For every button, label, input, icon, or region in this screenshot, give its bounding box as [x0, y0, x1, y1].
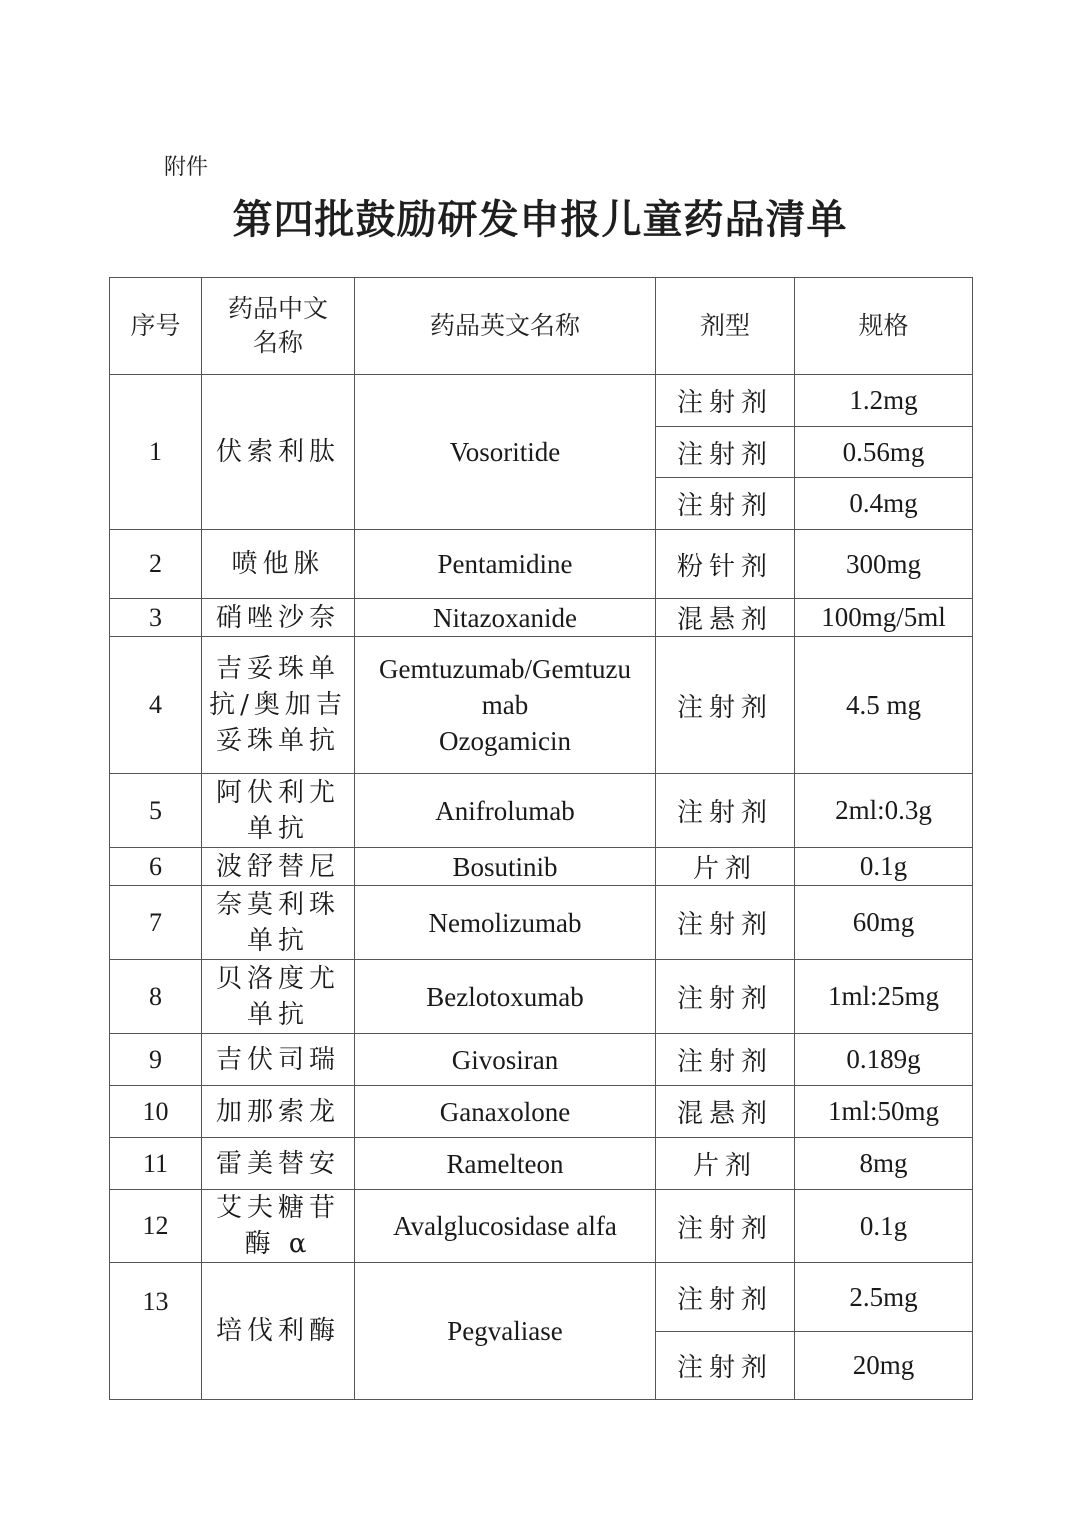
drug-list-table — [109, 277, 973, 1400]
col-header-cn-name-line1: 药品中文 — [227, 294, 328, 323]
row-spec: 20mg — [795, 1332, 973, 1400]
row-index: 11 — [110, 1138, 202, 1190]
row-spec: 1.2mg — [795, 375, 973, 427]
row-cn-name-line: 酶 α — [244, 1229, 312, 1259]
row-en-name: Bezlotoxumab — [355, 960, 656, 1034]
page-title: 第四批鼓励研发申报儿童药品清单 — [232, 197, 848, 243]
row-en-name: Avalglucosidase alfa — [355, 1190, 656, 1263]
col-header-form: 剂型 — [656, 278, 795, 375]
row-spec: 0.1g — [795, 1190, 973, 1263]
row-spec: 8mg — [795, 1138, 973, 1190]
row-index: 1 — [110, 375, 202, 530]
table-row — [110, 1190, 973, 1263]
row-index: 2 — [110, 530, 202, 599]
row-cn-name: 雷美替安 — [202, 1138, 355, 1190]
row-spec: 2.5mg — [795, 1263, 973, 1332]
table-row — [110, 1263, 973, 1332]
row-en-name — [355, 637, 656, 774]
row-form: 注射剂 — [656, 1034, 795, 1086]
row-cn-name — [202, 774, 355, 848]
row-index: 8 — [110, 960, 202, 1034]
row-index: 13 — [110, 1263, 202, 1400]
row-index: 9 — [110, 1034, 202, 1086]
row-spec: 4.5 mg — [795, 637, 973, 774]
row-spec: 2ml:0.3g — [795, 774, 973, 848]
row-cn-name: 喷他脒 — [202, 530, 355, 599]
row-cn-name-line: 单抗 — [246, 999, 309, 1030]
row-en-name: Bosutinib — [355, 848, 656, 886]
row-index: 10 — [110, 1086, 202, 1138]
table-row — [110, 1086, 973, 1138]
row-cn-name-line: 吉妥珠单 — [215, 654, 340, 684]
row-form: 注射剂 — [656, 1263, 795, 1332]
row-index: 7 — [110, 886, 202, 960]
row-en-name-line: Ozogamicin — [439, 726, 571, 756]
row-form: 混悬剂 — [656, 1086, 795, 1138]
row-spec: 0.1g — [795, 848, 973, 886]
row-form: 混悬剂 — [656, 599, 795, 637]
table-row — [110, 637, 973, 774]
table-row — [110, 848, 973, 886]
row-cn-name: 吉伏司瑞 — [202, 1034, 355, 1086]
row-form: 片剂 — [656, 848, 795, 886]
row-form: 注射剂 — [656, 637, 795, 774]
row-cn-name — [202, 886, 355, 960]
row-cn-name: 波舒替尼 — [202, 848, 355, 886]
row-form: 片剂 — [656, 1138, 795, 1190]
row-cn-name: 培伐利酶 — [202, 1263, 355, 1400]
row-en-name: Anifrolumab — [355, 774, 656, 848]
row-cn-name — [202, 1190, 355, 1263]
row-en-name: Pentamidine — [355, 530, 656, 599]
row-cn-name-line: 单抗 — [246, 925, 309, 956]
row-form: 注射剂 — [656, 886, 795, 960]
table-row — [110, 1138, 973, 1190]
row-form: 注射剂 — [656, 960, 795, 1034]
table-row — [110, 774, 973, 848]
row-cn-name: 加那索龙 — [202, 1086, 355, 1138]
row-spec: 0.189g — [795, 1034, 973, 1086]
row-index: 4 — [110, 637, 202, 774]
table-header-row — [110, 278, 973, 375]
row-index: 5 — [110, 774, 202, 848]
row-en-name: Nemolizumab — [355, 886, 656, 960]
row-cn-name — [202, 637, 355, 774]
row-spec: 60mg — [795, 886, 973, 960]
row-spec: 0.56mg — [795, 427, 973, 478]
col-header-cn-name-line2: 名称 — [252, 328, 303, 357]
row-en-name: Ramelteon — [355, 1138, 656, 1190]
row-index: 3 — [110, 599, 202, 637]
row-cn-name-line: 贝洛度尤 — [215, 963, 340, 994]
row-form: 注射剂 — [656, 1332, 795, 1400]
row-spec: 1ml:25mg — [795, 960, 973, 1034]
col-header-spec: 规格 — [795, 278, 973, 375]
row-form: 注射剂 — [656, 427, 795, 478]
col-header-index: 序号 — [110, 278, 202, 375]
row-cn-name-line: 单抗 — [246, 813, 309, 844]
col-header-en-name: 药品英文名称 — [355, 278, 656, 375]
row-form: 注射剂 — [656, 1190, 795, 1263]
table-row — [110, 375, 973, 427]
row-en-name: Givosiran — [355, 1034, 656, 1086]
row-form: 注射剂 — [656, 774, 795, 848]
row-spec: 300mg — [795, 530, 973, 599]
row-cn-name: 伏索利肽 — [202, 375, 355, 530]
row-index: 12 — [110, 1190, 202, 1263]
table-row — [110, 599, 973, 637]
row-cn-name-line: 奈莫利珠 — [215, 889, 340, 920]
row-spec: 1ml:50mg — [795, 1086, 973, 1138]
row-form: 粉针剂 — [656, 530, 795, 599]
row-cn-name-line: 阿伏利尤 — [215, 777, 340, 808]
row-en-name: Vosoritide — [355, 375, 656, 530]
row-index: 6 — [110, 848, 202, 886]
row-cn-name-line: 艾夫糖苷 — [215, 1193, 340, 1223]
row-cn-name: 硝唑沙奈 — [202, 599, 355, 637]
table-row — [110, 960, 973, 1034]
row-en-name: Nitazoxanide — [355, 599, 656, 637]
table-row — [110, 1034, 973, 1086]
attachment-label: 附件 — [164, 155, 209, 180]
row-spec: 0.4mg — [795, 478, 973, 530]
row-spec: 100mg/5ml — [795, 599, 973, 637]
row-cn-name-line: 妥珠单抗 — [215, 726, 340, 756]
row-form: 注射剂 — [656, 478, 795, 530]
row-en-name: Pegvaliase — [355, 1263, 656, 1400]
row-cn-name — [202, 960, 355, 1034]
row-en-name-line: mab — [481, 690, 529, 720]
row-cn-name-line: 抗/奥加吉 — [209, 690, 347, 720]
table-row — [110, 886, 973, 960]
row-form: 注射剂 — [656, 375, 795, 427]
row-en-name-line: Gemtuzumab/Gemtuzu — [379, 654, 631, 684]
col-header-cn-name — [202, 278, 355, 375]
row-en-name: Ganaxolone — [355, 1086, 656, 1138]
table-row — [110, 530, 973, 599]
